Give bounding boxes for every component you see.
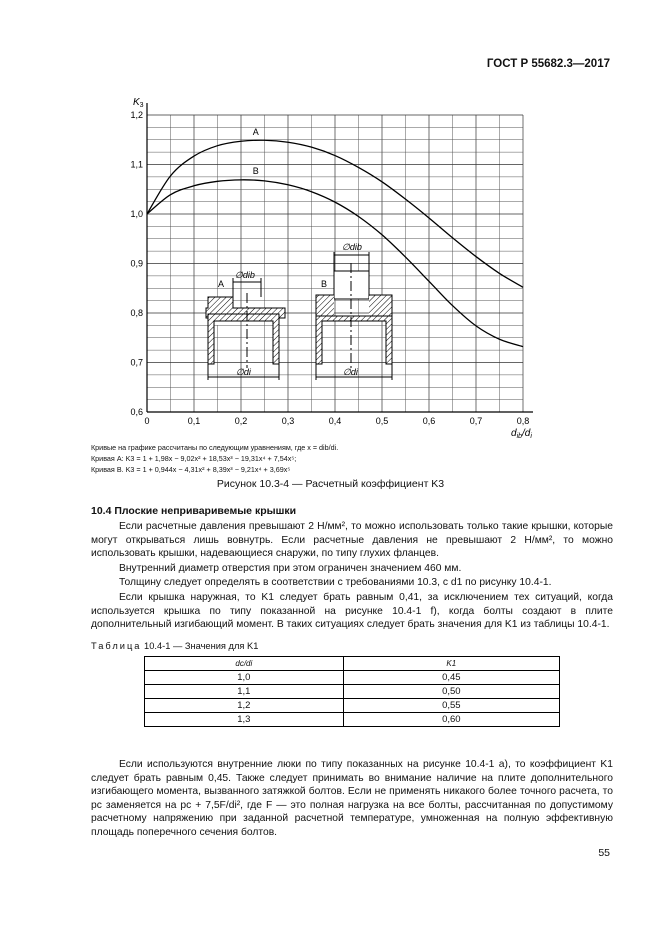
table-header: K1 (343, 657, 559, 671)
inset-a-dib-label: ∅dib (235, 270, 255, 280)
x-tick-label: 0,7 (469, 416, 483, 426)
page-number: 55 (598, 847, 610, 859)
table-header: dc/di (145, 657, 344, 671)
inset-a-di-label: ∅di (236, 367, 251, 377)
body-text-top (91, 520, 613, 633)
table-caption: Таблица 10.4-1 — Значения для K1 (91, 641, 259, 651)
x-tick-label: 0,5 (375, 416, 389, 426)
y-tick-label: 0,6 (130, 407, 143, 417)
inset-b (316, 252, 392, 380)
table-cell: 0,60 (343, 713, 559, 727)
inset-b-dib-label: ∅dib (342, 242, 362, 252)
paragraph-1: Если расчетные давления превышают 2 Н/мм², то можно использовать только такие крышки, которые могут открываться лишь вовнутрь. Если расчетные давления не превышают 2 Н/мм², то можно использовать крышки, надевающиеся снаружи, по типу глухих фланцев. (91, 521, 613, 560)
chart-axes (147, 103, 533, 412)
x-tick-label: 0,3 (281, 416, 295, 426)
paragraph-5: Если используются внутренние люки по типу показанных на рисунке 10.4-1 а), то коэффициент K1 следует брать равным 0,45. Также следует принимать во внимание наличие на плите дополнительного изгибающего момента, вызванного затяжкой болтов. Если не применять никакого более точного расчета, то pc заменяется на pc + 7,5F/di², где F — это полная нагрузка на все болты, рассчитанная по допустимому расчетному напряжению при заданной расчетной температуре, умноженная на полную эффективную площадь поперечного сечения болтов. (91, 759, 613, 838)
series-label-B: B (252, 165, 259, 176)
y-axis-label: $K_3$ (133, 97, 144, 109)
figure-caption: Рисунок 10.3-4 — Расчетный коэффициент K3 (216, 478, 445, 490)
y-tick-label: 0,7 (130, 357, 143, 368)
document-header: ГОСТ Р 55682.3—2017 (486, 58, 610, 70)
inset-a-label: А (218, 279, 225, 289)
y-tick-label: 1,1 (130, 159, 143, 170)
y-tick-label: 1,0 (130, 209, 143, 219)
inset-b-di-label: ∅di (343, 367, 358, 377)
body-text-bottom (91, 758, 613, 841)
y-tick-label: 0,9 (130, 258, 143, 269)
chart-note-curve-a: Кривая А: K3 = 1 + 1,98x − 9,02x² + 18,53x³ − 19,31x⁴ + 7,54x⁵; (91, 454, 297, 463)
table-cell: 0,50 (343, 685, 559, 699)
x-tick-label: 0,8 (516, 416, 530, 426)
paragraph-2: Внутренний диаметр отверстия при этом ограничен значением 460 мм. (119, 562, 462, 574)
chart-grid (147, 115, 523, 412)
paragraph-3: Толщину следует определять в соответствии с требованиями 10.3, с d1 по рисунку 10.4-1. (119, 577, 552, 589)
x-tick-label: 0 (144, 416, 150, 426)
table-cell: 0,55 (343, 699, 559, 713)
x-tick-label: 0,4 (328, 416, 342, 426)
k1-table (144, 656, 560, 727)
table-row (145, 685, 560, 699)
paragraph-4: Если крышка наружная, то K1 следует брать равным 0,41, за исключением тех ситуаций, когда используется крышка по типу показанной на рисунке 10.4-1 f), когда болты создают в плите дополнительный изгибающий момент. В таких ситуациях следует брать значения для K1 из таблицы 10.4-1. (91, 591, 613, 631)
table-row (145, 713, 560, 727)
inset-a (206, 278, 285, 380)
x-tick-label: 0,6 (422, 416, 436, 426)
x-tick-label: 0,2 (234, 416, 248, 426)
table-header-row (145, 657, 560, 671)
inset-b-label: В (321, 279, 328, 289)
inset-sketches (206, 252, 392, 380)
chart-note-1: Кривые на графике рассчитаны по следующим уравнениям, где x = dib/di. (91, 443, 339, 452)
y-tick-label: 1,2 (130, 110, 143, 120)
table-cell: 1,1 (145, 685, 344, 699)
table-row (145, 699, 560, 713)
table-cell: 0,45 (343, 671, 559, 685)
y-tick-label: 0,8 (130, 308, 143, 318)
section-title: 10.4 Плоские неприваривемые крышки (91, 505, 297, 517)
table-cell: 1,2 (145, 699, 344, 713)
x-tick-label: 0,1 (187, 416, 201, 426)
k3-chart (90, 88, 550, 438)
series-label-A: A (252, 127, 259, 138)
table-cell: 1,0 (145, 671, 344, 685)
table-row (145, 671, 560, 685)
chart-note-curve-b: Кривая В. K3 = 1 + 0,944x − 4,31x² + 8,39x³ − 9,21x⁴ + 3,69x⁵ (91, 465, 291, 474)
table-cell: 1,3 (145, 713, 344, 727)
x-axis-label: $d_{ib}/d_i$ (511, 428, 532, 438)
